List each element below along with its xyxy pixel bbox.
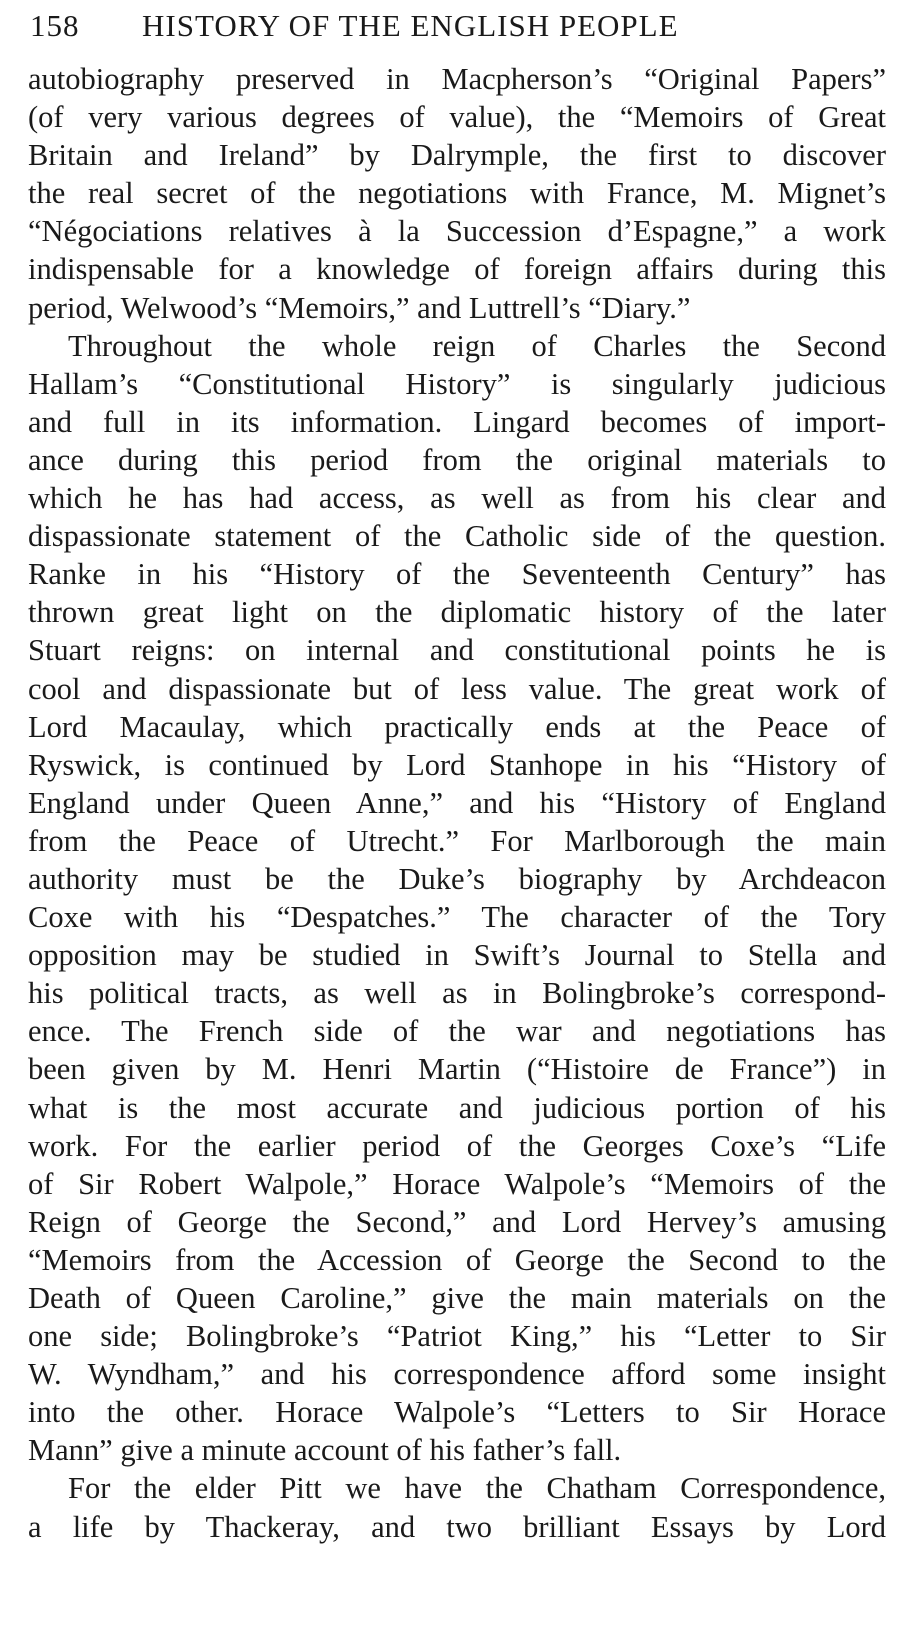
text-line: Britain and Ireland” by Dalrymple, the first to discover — [28, 138, 886, 173]
text-line: his political tracts, as well as in Bolingbroke’s correspond- — [28, 976, 886, 1011]
text-line: thrown great light on the diplomatic history of the later — [28, 595, 886, 630]
text-line: cool and dispassionate but of less value. The great work of — [28, 671, 886, 706]
text-line: a life by Thackeray, and two brilliant Essays by Lord — [28, 1509, 886, 1544]
text-line: Death of Queen Caroline,” give the main materials on the — [28, 1281, 886, 1315]
paragraph-first-line: For the elder Pitt we have the Chatham Correspondence, — [68, 1471, 886, 1506]
text-line: autobiography preserved in Macpherson’s “Original Papers” — [28, 62, 886, 96]
text-line: the real secret of the negotiations with France, M. Mignet’s — [28, 176, 886, 211]
text-line: what is the most accurate and judicious portion of his — [28, 1090, 886, 1125]
text-line: Ryswick, is continued by Lord Stanhope in his “History of — [28, 747, 886, 782]
body-text — [28, 60, 886, 1546]
page-number: 158 — [30, 8, 80, 43]
text-line: and full in its information. Lingard becomes of import- — [28, 404, 886, 439]
text-line: into the other. Horace Walpole’s “Letters to Sir Horace — [28, 1395, 886, 1430]
text-line: (of very various degrees of value), the “Memoirs of Great — [28, 100, 886, 135]
text-line: which he has had access, as well as from his clear and — [28, 481, 886, 516]
text-line: ence. The French side of the war and negotiations has — [28, 1014, 886, 1049]
text-line: Stuart reigns: on internal and constitutional points he is — [28, 633, 886, 668]
text-line: England under Queen Anne,” and his “History of England — [28, 785, 886, 820]
text-line: from the Peace of Utrecht.” For Marlborough the main — [28, 823, 886, 858]
text-line: been given by M. Henri Martin (“Histoire de France”) in — [28, 1052, 886, 1087]
text-line: dispassionate statement of the Catholic side of the question. — [28, 519, 886, 554]
text-line: one side; Bolingbroke’s “Patriot King,” his “Letter to Sir — [28, 1319, 886, 1354]
text-line: work. For the earlier period of the Georges Coxe’s “Life — [28, 1128, 886, 1163]
text-line: Reign of George the Second,” and Lord Hervey’s amusing — [28, 1204, 886, 1239]
text-line: indispensable for a knowledge of foreign affairs during this — [28, 252, 886, 287]
text-line: W. Wyndham,” and his correspondence afford some insight — [28, 1357, 886, 1392]
paragraph-first-line: Throughout the whole reign of Charles the Second — [68, 328, 886, 363]
text-line: “Memoirs from the Accession of George the Second to the — [28, 1242, 886, 1277]
text-line: Coxe with his “Despatches.” The character of the Tory — [28, 900, 886, 935]
text-line: of Sir Robert Walpole,” Horace Walpole’s “Memoirs of the — [28, 1166, 886, 1201]
text-line: Lord Macaulay, which practically ends at the Peace of — [28, 709, 886, 744]
text-line: period, Welwood’s “Memoirs,” and Luttrell’s “Diary.” — [28, 290, 691, 325]
text-line: Mann” give a minute account of his father’s fall. — [28, 1433, 622, 1468]
text-line: authority must be the Duke’s biography by Archdeacon — [28, 861, 886, 896]
text-line: ance during this period from the original materials to — [28, 442, 886, 477]
text-line: “Négociations relatives à la Succession d’Espagne,” a work — [28, 214, 886, 249]
text-line: opposition may be studied in Swift’s Journal to Stella and — [28, 938, 886, 973]
running-title: HISTORY OF THE ENGLISH PEOPLE — [142, 8, 679, 43]
text-line: Ranke in his “History of the Seventeenth Century” has — [28, 557, 886, 592]
text-line: Hallam’s “Constitutional History” is singularly judicious — [28, 366, 886, 401]
running-head — [30, 6, 890, 46]
